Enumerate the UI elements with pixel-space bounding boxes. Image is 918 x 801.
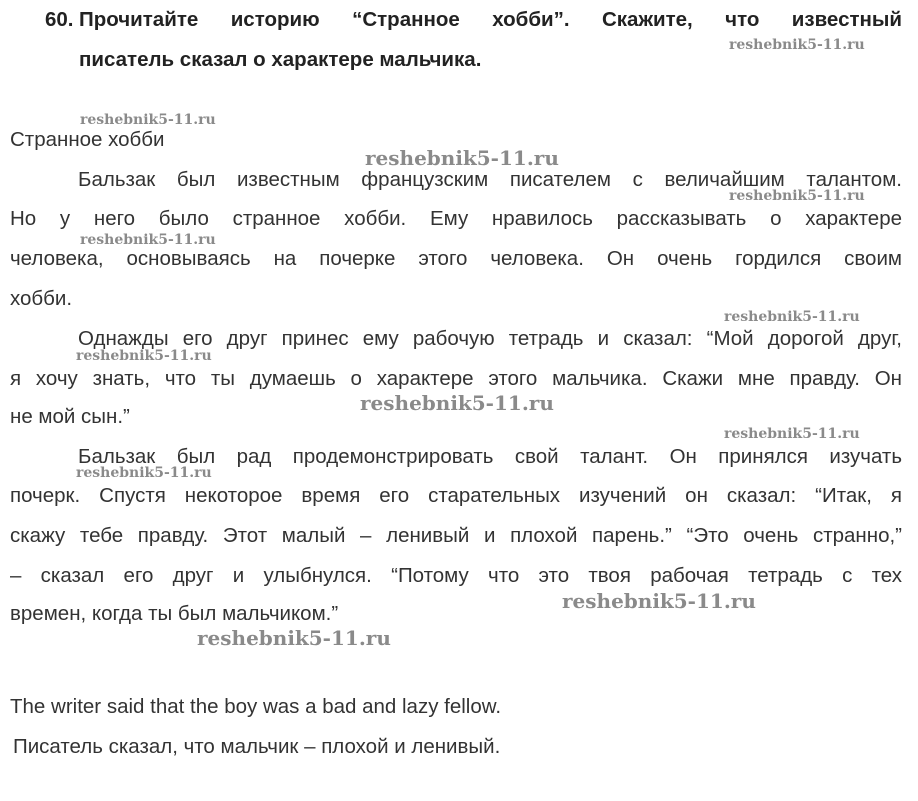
watermark: reshebnik5-11.ru: [197, 626, 391, 650]
story-line: не мой сын.”: [10, 405, 130, 428]
watermark: reshebnik5-11.ru: [365, 146, 559, 170]
story-line: времен, когда ты был мальчиком.”: [10, 602, 339, 625]
story-line: хобби.: [10, 287, 73, 310]
watermark: reshebnik5-11.ru: [80, 232, 216, 248]
watermark: reshebnik5-11.ru: [729, 188, 865, 204]
story-line: Бальзак был рад продемонстрировать свой талант. Он принялся изучать: [78, 445, 902, 468]
story-line: скажу тебе правду. Этот малый – ленивый и плохой парень.” “Это очень странно,”: [10, 524, 902, 547]
watermark: reshebnik5-11.ru: [562, 589, 756, 613]
watermark: reshebnik5-11.ru: [729, 37, 865, 53]
story-line: почерк. Спустя некоторое время его старательных изучений он сказал: “Итак, я: [10, 484, 902, 507]
task-instruction-line-2: писатель сказал о характере мальчика.: [79, 48, 482, 71]
answer-russian: Писатель сказал, что мальчик – плохой и ленивый.: [13, 735, 501, 758]
story-line: Но у него было странное хобби. Ему нравилось рассказывать о характере: [10, 207, 902, 230]
watermark: reshebnik5-11.ru: [724, 309, 860, 325]
task-number: 60.: [45, 8, 74, 31]
task-instruction-line-1: Прочитайте историю “Странное хобби”. Скажите, что известный: [79, 8, 902, 31]
watermark: reshebnik5-11.ru: [360, 391, 554, 415]
story-line: я хочу знать, что ты думаешь о характере этого мальчика. Скажи мне правду. Он: [10, 367, 902, 390]
watermark: reshebnik5-11.ru: [724, 426, 860, 442]
story-line: – сказал его друг и улыбнулся. “Потому что это твоя рабочая тетрадь с тех: [10, 564, 902, 587]
watermark: reshebnik5-11.ru: [80, 112, 216, 128]
watermark: reshebnik5-11.ru: [76, 348, 212, 364]
story-line: Бальзак был известным французским писателем с величайшим талантом.: [78, 168, 902, 191]
answer-english: The writer said that the boy was a bad and lazy fellow.: [10, 695, 502, 718]
watermark: reshebnik5-11.ru: [76, 465, 212, 481]
story-line: человека, основываясь на почерке этого человека. Он очень гордился своим: [10, 247, 902, 270]
story-line: Однажды его друг принес ему рабочую тетрадь и сказал: “Мой дорогой друг,: [78, 327, 902, 350]
story-title: Странное хобби: [10, 128, 165, 151]
